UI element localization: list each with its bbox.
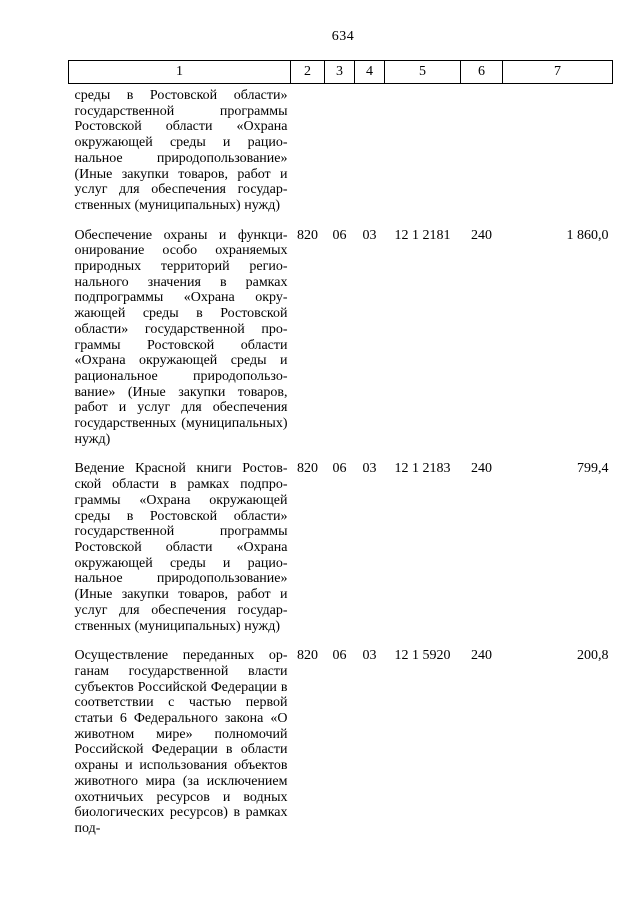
row-section-code: 06 [332, 648, 347, 664]
row-description: Обеспечение охраны и функционирование особо охраняемых природных территорий регионального значения в рамках подпрограммы «Охрана окружающей среды в Ростовской области» государственной программы Ростовской области «Охрана окружающей среды и рациональное природопользование» (Иные закупки товаров, работ и услуг для обеспечения государственных (муниципальных) нужд) [74, 227, 288, 447]
row-expense-type [461, 84, 503, 214]
row-ministry-code: 820 [297, 648, 318, 664]
row-description: среды в Ростовской области» государственной программы Ростовской области «Охрана окружающей среды и рациональное природопользование» (Иные закупки товаров, работ и услуг для обеспечения государственных (муниципальных) нужд) [74, 88, 288, 213]
row-target-article [385, 84, 461, 214]
table-row [69, 214, 613, 448]
row-section-code: 06 [332, 227, 347, 243]
row-expense-type: 240 [471, 461, 492, 477]
row-amount [503, 84, 613, 214]
budget-table [68, 60, 613, 837]
column-header-1: 1 [69, 61, 291, 84]
column-header-2: 2 [291, 61, 325, 84]
table-header-row [69, 61, 613, 84]
row-target-article: 12 1 5920 [394, 648, 451, 664]
row-amount: 799,4 [577, 461, 609, 477]
row-subsection-code: 03 [362, 461, 377, 477]
column-header-6: 6 [461, 61, 503, 84]
column-header-7: 7 [503, 61, 613, 84]
row-description: Осуществление переданных органам государственной власти субъектов Российской Федерации в соответствии с частью первой статьи 6 Федерального закона «О животном мире» полномочий Российской Федерации в области охраны и использования объектов животного мира (за исключением охотничьих ресурсов и водных биологических ресурсов) в рамках под- [74, 648, 288, 836]
row-description: Ведение Красной книги Ростовской области в рамках подпрограммы «Охрана окружающей среды в Ростовской области» государственной программы Ростовской области «Охрана окружающей среды и рациональное природопользование» (Иные закупки товаров, работ и услуг для обеспечения государственных (муниципальных) нужд) [74, 461, 288, 634]
row-target-article: 12 1 2183 [394, 461, 451, 477]
row-ministry-code: 820 [297, 461, 318, 477]
row-ministry-code: 820 [297, 227, 318, 243]
table-row [69, 84, 613, 214]
row-amount: 200,8 [577, 648, 609, 664]
column-header-4: 4 [355, 61, 385, 84]
row-expense-type: 240 [471, 227, 492, 243]
row-subsection-code [355, 84, 385, 214]
column-header-5: 5 [385, 61, 461, 84]
row-ministry-code [291, 84, 325, 214]
row-expense-type: 240 [471, 648, 492, 664]
table-row [69, 634, 613, 836]
table-row [69, 447, 613, 634]
column-header-3: 3 [325, 61, 355, 84]
row-subsection-code: 03 [362, 648, 377, 664]
row-target-article: 12 1 2181 [394, 227, 451, 243]
row-section-code: 06 [332, 461, 347, 477]
row-section-code [325, 84, 355, 214]
row-amount: 1 860,0 [566, 227, 609, 243]
page-number: 634 [331, 29, 355, 44]
row-subsection-code: 03 [362, 227, 377, 243]
